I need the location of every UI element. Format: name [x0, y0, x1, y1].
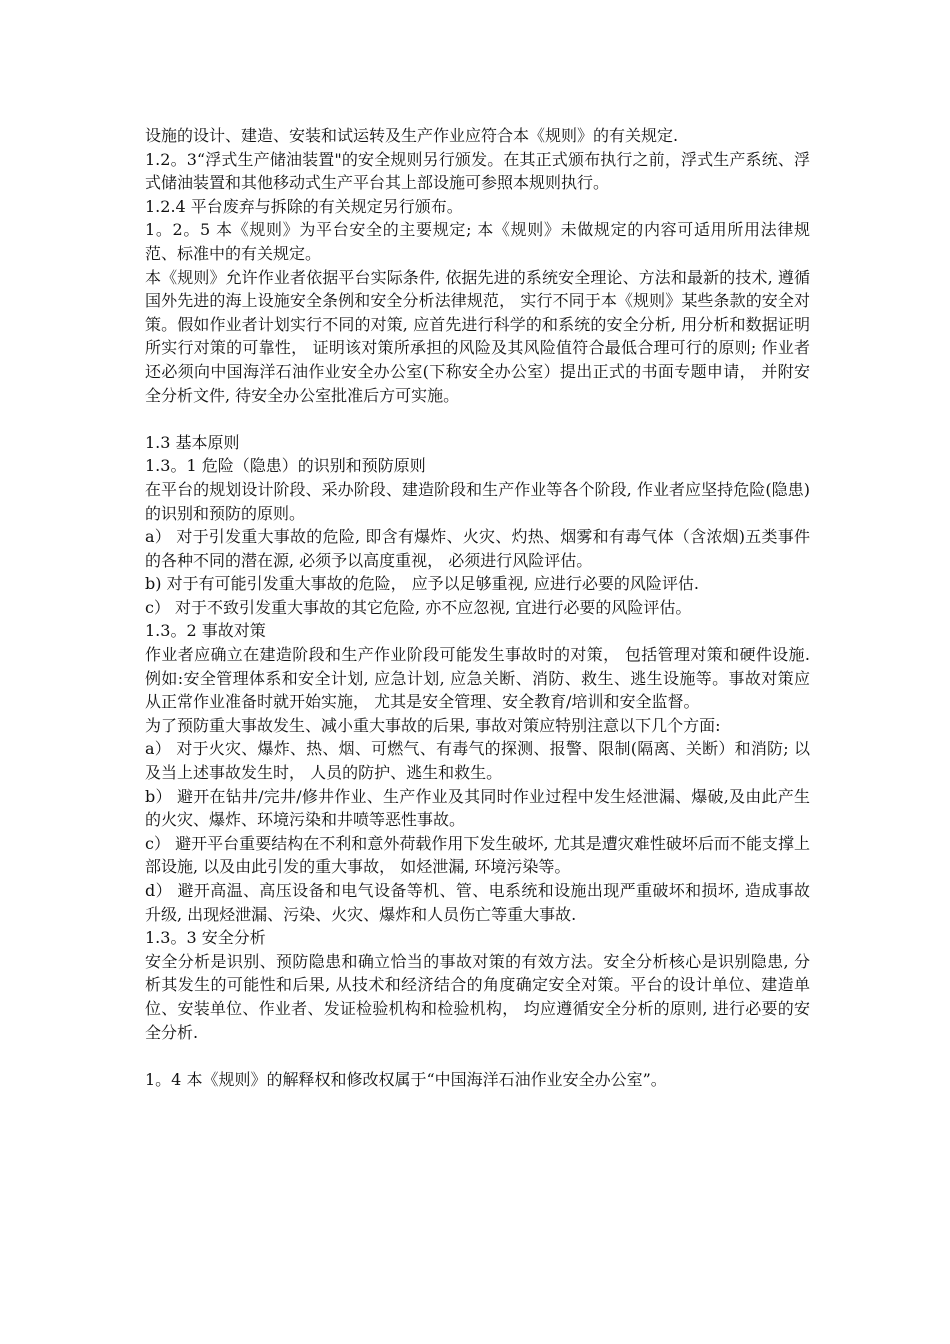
list-item: d） 避开高温、高压设备和电气设备等机、管、电系统和设施出现严重破坏和损坏, 造成事故升级, 出现烃泄漏、污染、火灾、爆炸和人员伤亡等重大事故.: [145, 881, 810, 924]
list-item: a） 对于火灾、爆炸、热、烟、可燃气、有毒气的探测、报警、限制(隔离、关断）和消防; 以及当上述事故发生时， 人员的防护、逃生和救生。: [145, 739, 810, 783]
paragraph: 1。2。5 本《规则》为平台安全的主要规定; 本《规则》未做规定的内容可适用所用法律规范、标准中的有关规定。: [145, 220, 810, 263]
paragraph: 1.2。3“浮式生产储油装置"的安全规则另行颁发。在其正式颁布执行之前，浮式生产系统、浮式储油装置和其他移动式生产平台其上部设施可参照本规则执行。: [145, 149, 810, 193]
list-item: a） 对于引发重大事故的危险, 即含有爆炸、火灾、灼热、烟雾和有毒气体（含浓烟)五类事件的各种不同的潜在源, 必须予以高度重视， 必须进行风险评估。: [145, 527, 810, 570]
paragraph: 安全分析是识别、预防隐患和确立恰当的事故对策的有效方法。安全分析核心是识别隐患, 分析其发生的可能性和后果, 从技术和经济结合的角度确定安全对策。平台的设计单位、建造单位、安装单位、作业者、发证检验机构和检验机构， 均应遵循安全分析的原则, 进行必要的安全分析.: [145, 951, 810, 1042]
paragraph: 1.2.4 平台废弃与拆除的有关规定另行颁布。: [145, 196, 463, 216]
paragraph: 1。4 本《规则》的解释权和修改权属于“中国海洋石油作业安全办公室”。: [145, 1069, 667, 1089]
document-body: [145, 124, 810, 1091]
paragraph: 本《规则》允许作业者依据平台实际条件, 依据先进的系统安全理论、方法和最新的技术, 遵循国外先进的海上设施安全条例和安全分析法律规范， 实行不同于本《规则》某些条款的安全对策。假如作业者计划实行不同的对策, 应首先进行科学的和系统的安全分析, 用分析和数据证明所实行对策的可靠性， 证明该对策所承担的风险及其风险值符合最低合理可行的原则; 作业者还必须向中国海洋石油作业安全办公室(下称安全办公室）提出正式的书面专题申请， 并附安全分析文件, 待安全办公室批准后方可实施。: [145, 267, 810, 405]
list-item: b） 避开在钻井/完井/修井作业、生产作业及其同时作业过程中发生烃泄漏、爆破,及由此产生的火灾、爆炸、环境污染和井喷等恶性事故。: [145, 786, 810, 830]
paragraph: 设施的设计、建造、安装和试运转及生产作业应符合本《规则》的有关规定.: [145, 126, 679, 145]
blank-line: [145, 407, 810, 431]
subsection-heading: 1.3。1 危险（隐患）的识别和预防原则: [145, 456, 426, 476]
paragraph: 为了预防重大事故发生、减小重大事故的后果, 事故对策应特别注意以下几个方面:: [145, 715, 721, 735]
blank-line: [145, 1044, 810, 1068]
list-item: c） 对于不致引发重大事故的其它危险, 亦不应忽视, 宜进行必要的风险评估。: [145, 597, 692, 617]
paragraph: 作业者应确立在建造阶段和生产作业阶段可能发生事故时的对策， 包括管理对策和硬件设施.例如:安全管理体系和安全计划, 应急计划, 应急关断、消防、救生、逃生设施等。事故对策应从正常作业准备时就开始实施， 尤其是安全管理、安全教育/培训和安全监督。: [145, 645, 810, 712]
list-item: b) 对于有可能引发重大事故的危险， 应予以足够重视, 应进行必要的风险评估.: [145, 574, 699, 594]
list-item: c） 避开平台重要结构在不利和意外荷载作用下发生破坏, 尤其是遭灾难性破坏后而不能支撑上部设施, 以及由此引发的重大事故， 如烃泄漏, 环境污染等。: [145, 833, 810, 877]
subsection-heading: 1.3。3 安全分析: [145, 928, 266, 948]
paragraph: 在平台的规划设计阶段、采办阶段、建造阶段和生产作业等各个阶段, 作业者应坚持危险(隐患)的识别和预防的原则。: [145, 479, 810, 523]
subsection-heading: 1.3。2 事故对策: [145, 621, 266, 641]
section-heading: 1.3 基本原则: [145, 432, 240, 452]
